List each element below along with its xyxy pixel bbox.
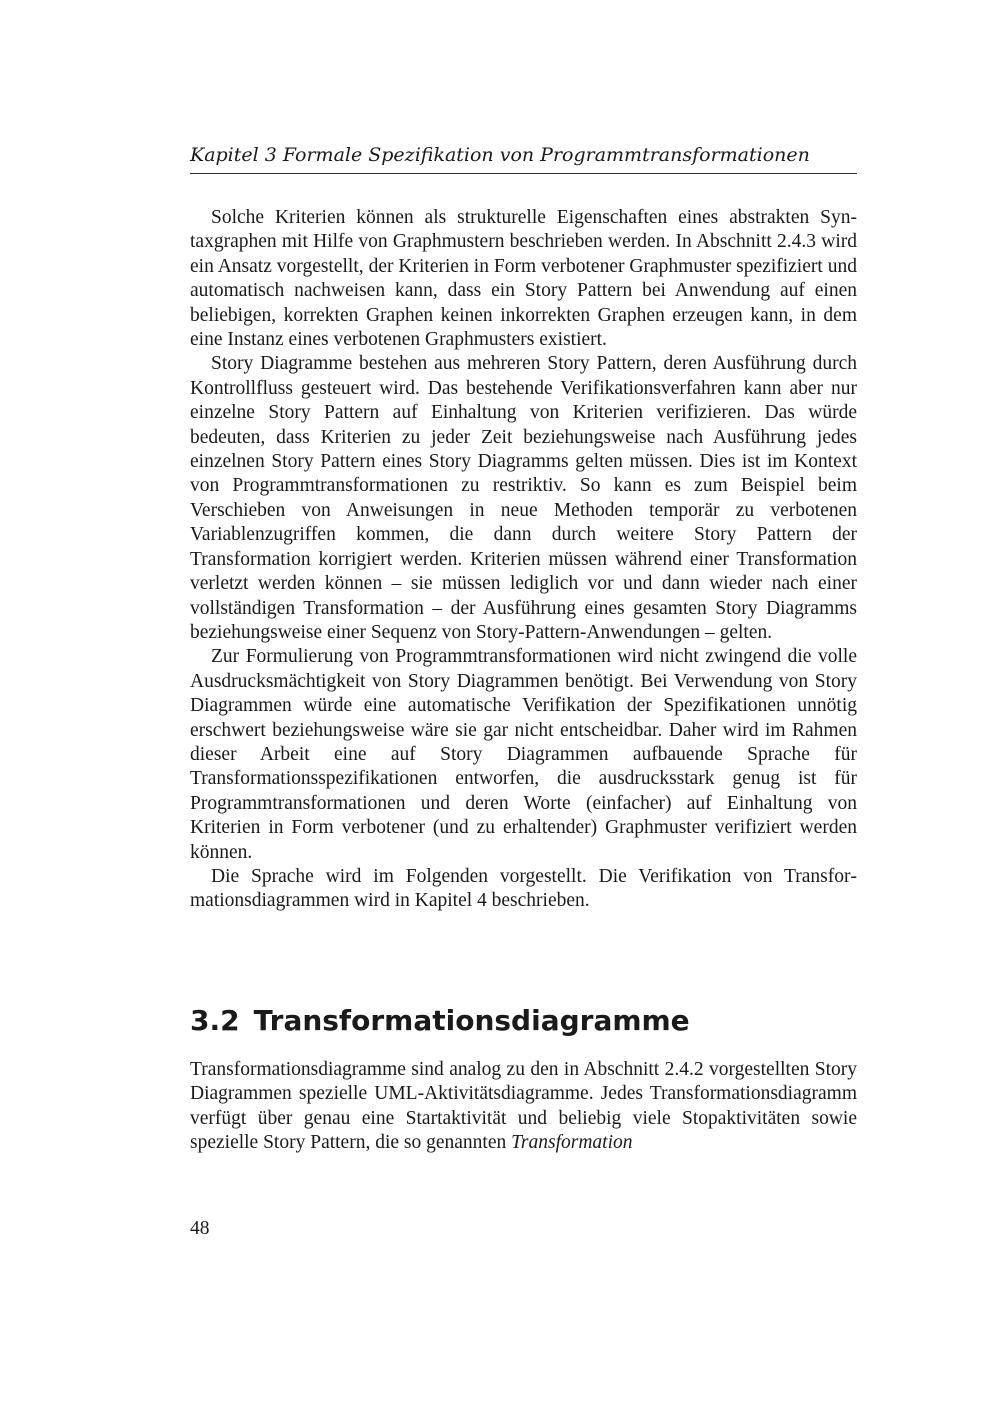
- body-text: [190, 206, 857, 914]
- section-paragraph-emphasis: Transformation: [511, 1132, 633, 1154]
- page-number: 48: [190, 1218, 210, 1239]
- section-text: [190, 1058, 857, 1156]
- section-paragraph: [190, 1058, 857, 1156]
- running-header-title: Kapitel 3 Formale Spezifikation von Programmtransformationen: [190, 144, 810, 166]
- running-header: [190, 143, 857, 174]
- paragraph: Story Diagramme bestehen aus mehreren Story Pattern, deren Ausführung durch Kontrollfluss gesteuert wird. Das bestehende Verifikationsverfahren kann aber nur einzelne Story Pattern auf Einhaltung von Kriterien verifizieren. Das würde bedeuten, dass Kriterien zu jeder Zeit beziehungsweise nach Ausführung jedes einzelnen Story Pattern eines Story Diagramms gelten müssen. Dies ist im Kontext von Programmtransformationen zu restriktiv. So kann es zum Beispiel beim Verschieben von Anweisungen in neue Methoden temporär zu verbotenen Variablenzugriffen kommen, die dann durch weitere Story Pattern der Transformation korrigiert werden. Kriterien müssen während einer Transformation verletzt werden können – sie müssen lediglich vor und dann wieder nach einer vollständigen Transformation – der Ausführung eines gesamten Story Diagramms beziehungsweise einer Sequenz von Story-Pattern-Anwendungen – gelten.: [190, 353, 857, 643]
- section-title: Transformationsdiagramme: [253, 1004, 690, 1037]
- paragraph: Solche Kriterien können als strukturelle Eigenschaften eines abstrakten Syntaxgraphen mit Hilfe von Graphmustern beschrieben werden. In Abschnitt 2.4.3 wird ein Ansatz vorgestellt, der Kriterien in Form verbotener Graphmuster spezifiziert und automatisch nachweisen kann, dass ein Story Pattern bei Anwendung auf einen beliebigen, korrekten Graphen keinen inkorrekten Graphen erzeugen kann, in dem eine Instanz eines verbotenen Graphmusters existiert.: [190, 207, 857, 351]
- section-paragraph-text: Transformationsdiagramme sind analog zu den in Abschnitt 2.4.2 vorgestellten Story Diagrammen spezielle UML-Aktivitätsdiagramme. Jedes Transformationsdiagramm verfügt über genau eine Startaktivität und beliebig viele Stopaktivitäten sowie spezielle Story Pattern, die so genannten: [190, 1059, 857, 1154]
- paragraph: Zur Formulierung von Programmtransformationen wird nicht zwingend die volle Ausdrucksmächtigkeit von Story Diagrammen benötigt. Bei Verwendung von Story Diagrammen würde eine automatische Verifikation der Spezifikationen unnötig erschwert beziehungsweise wäre sie gar nicht entscheidbar. Daher wird im Rahmen dieser Arbeit eine auf Story Diagrammen aufbauende Sprache für Transformationsspezifikationen entworfen, die ausdrucksstark genug ist für Programmtransformationen und deren Worte (einfacher) auf Einhaltung von Kriterien in Form verbotener (und zu erhaltender) Graphmuster verifiziert werden können.: [190, 646, 857, 863]
- section-heading: [190, 1003, 857, 1039]
- section-number: 3.2: [190, 1004, 240, 1037]
- paragraph: Die Sprache wird im Folgenden vorgestellt. Die Verifikation von Transformationsdiagrammen wird in Kapitel 4 beschrieben.: [190, 865, 857, 912]
